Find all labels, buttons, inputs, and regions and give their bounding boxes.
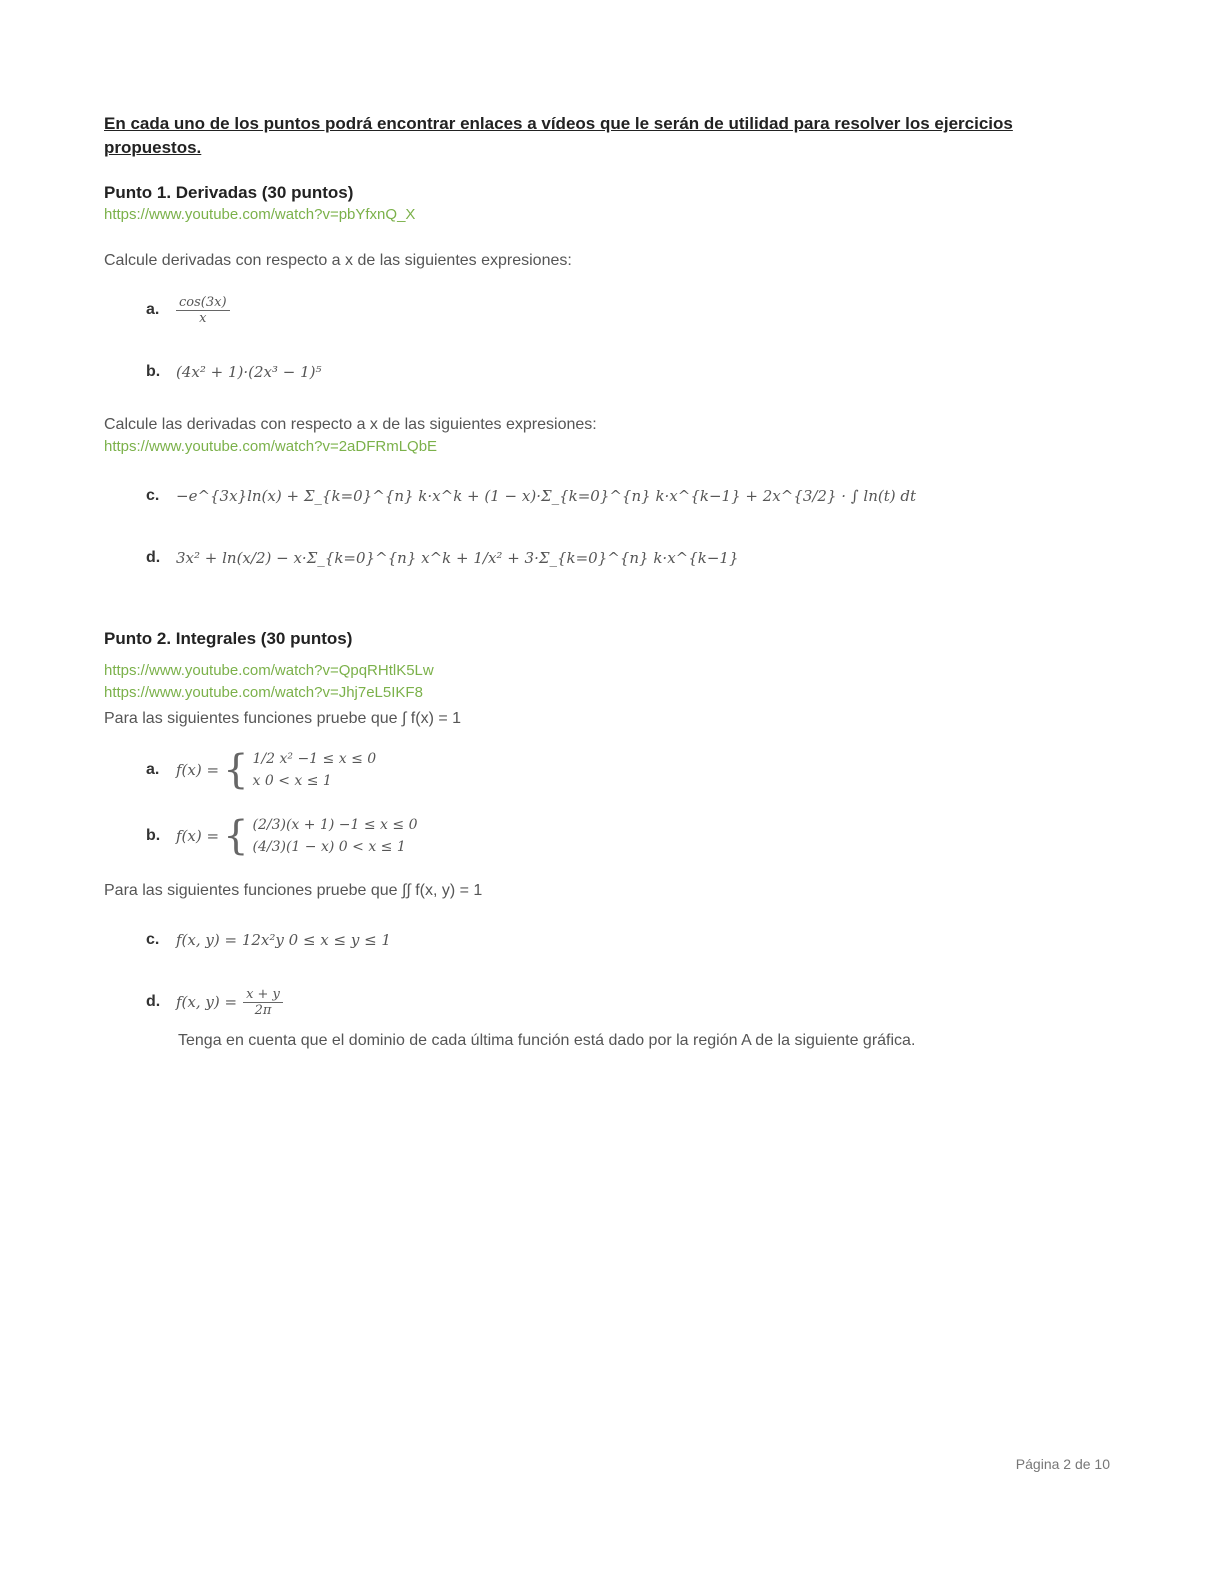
left-brace-icon: {	[223, 813, 249, 859]
math-expression: 3x² + ln(x/2) − x·Σ_{k=0}^{n} x^k + 1/x² + 3·Σ_{k=0}^{n} k·x^{k−1}	[176, 549, 739, 567]
piecewise-function	[176, 814, 417, 858]
section-2-links	[104, 660, 1110, 704]
section-2-title: Punto 2. Integrales (30 puntos)	[104, 629, 353, 648]
section-2-instructions-2: Para las siguientes funciones pruebe que ∫∫ f(x, y) = 1	[104, 882, 483, 899]
exercise-2a	[146, 748, 1110, 792]
case-1: (2/3)(x + 1) −1 ≤ x ≤ 0	[252, 817, 418, 833]
intro-text: En cada uno de los puntos podrá encontrar enlaces a vídeos que le serán de utilidad para resolver los ejercicios propuestos.	[104, 114, 1013, 157]
exercise-label: c.	[146, 931, 160, 948]
section-1-video-link[interactable]: https://www.youtube.com/watch?v=pbYfxnQ_X	[104, 206, 416, 223]
case-2: x 0 < x ≤ 1	[252, 773, 332, 789]
exercise-label: b.	[146, 827, 161, 844]
exercise-label: a.	[146, 301, 160, 318]
fraction-numerator: cos(3x)	[176, 295, 230, 311]
exercise-label: b.	[146, 363, 161, 380]
function-lhs: f(x) =	[176, 761, 220, 779]
exercise-1c	[146, 476, 1110, 516]
exercise-label: d.	[146, 549, 161, 566]
exercise-label: d.	[146, 993, 161, 1010]
case-1: 1/2 x² −1 ≤ x ≤ 0	[252, 751, 377, 767]
section-2-exercise-list-b	[104, 920, 1110, 1022]
exercise-2d	[146, 982, 1110, 1022]
page-content	[104, 112, 1110, 1052]
section-1-exercise-list-b	[104, 476, 1110, 578]
function-cases	[253, 748, 377, 792]
exercise-label: a.	[146, 761, 160, 778]
exercise-1a	[146, 290, 1110, 330]
section-1-instructions: Calcule derivadas con respecto a x de las siguientes expresiones:	[104, 252, 572, 269]
function-lhs: f(x) =	[176, 827, 220, 845]
left-brace-icon: {	[223, 747, 249, 793]
section-1-video-link-2[interactable]: https://www.youtube.com/watch?v=2aDFRmLQbE	[104, 438, 438, 455]
math-expression: f(x, y) = 12x²y 0 ≤ x ≤ y ≤ 1	[176, 931, 391, 949]
function-cases	[253, 814, 418, 858]
fraction-denominator: 2π	[254, 1002, 272, 1018]
domain-note: Tenga en cuenta que el dominio de cada última función está dado por la región A de la siguiente gráfica.	[178, 1032, 916, 1049]
section-1-instructions-2: Calcule las derivadas con respecto a x de las siguientes expresiones:	[104, 416, 597, 433]
exercise-label: c.	[146, 487, 160, 504]
section-1-exercise-list-a	[104, 290, 1110, 392]
exercise-1b	[146, 352, 1110, 392]
section-1-title: Punto 1. Derivadas (30 puntos)	[104, 183, 354, 202]
exercise-2b	[146, 814, 1110, 858]
section-2-instructions: Para las siguientes funciones pruebe que ∫ f(x) = 1	[104, 710, 462, 727]
section-2-exercise-list-a	[104, 748, 1110, 858]
section-2-video-link-2[interactable]: https://www.youtube.com/watch?v=Jhj7eL5IKF8	[104, 684, 423, 701]
fraction-numerator: x + y	[243, 987, 283, 1003]
exercise-1d	[146, 538, 1110, 578]
exercise-2c	[146, 920, 1110, 960]
math-expression: −e^{3x}ln(x) + Σ_{k=0}^{n} k·x^k + (1 − x)·Σ_{k=0}^{n} k·x^{k−1} + 2x^{3/2} · ∫ ln(t) dt	[176, 487, 916, 505]
section-2-video-link-1[interactable]: https://www.youtube.com/watch?v=QpqRHtlK5Lw	[104, 662, 434, 679]
function-lhs: f(x, y) =	[176, 993, 238, 1011]
math-expression: (4x² + 1)·(2x³ − 1)⁵	[176, 363, 322, 381]
fraction-denominator: x	[199, 310, 207, 326]
page-number: Página 2 de 10	[1015, 1456, 1110, 1472]
fraction-expression	[243, 987, 283, 1018]
fraction-expression	[176, 295, 230, 326]
case-2: (4/3)(1 − x) 0 < x ≤ 1	[252, 839, 406, 855]
piecewise-function	[176, 748, 376, 792]
